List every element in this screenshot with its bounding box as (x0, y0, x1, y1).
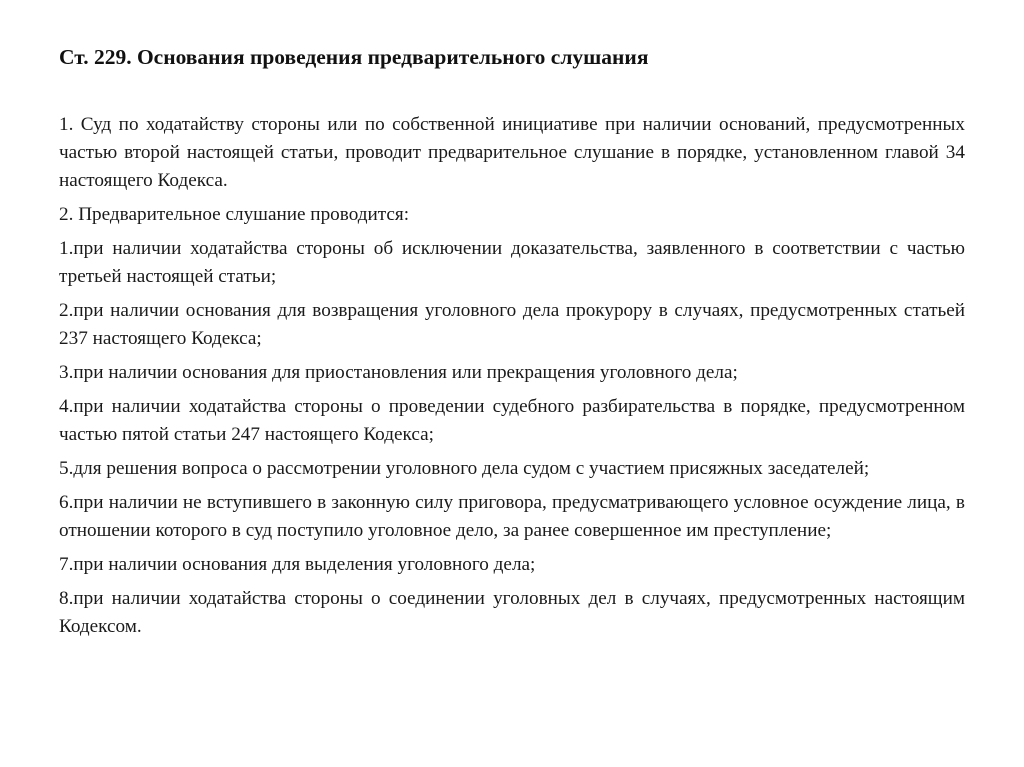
slide (59, 42, 965, 647)
list-item-5: 5.для решения вопроса о рассмотрении уголовного дела судом с участием присяжных заседателей; (59, 458, 870, 479)
page-title: Ст. 229. Основания проведения предварительного слушания (59, 45, 649, 69)
list-item-7: 7.при наличии основания для выделения уголовного дела; (59, 554, 536, 575)
paragraph-1: 1. Суд по ходатайству стороны или по собственной инициативе при наличии оснований, предусмотренных частью второй настоящей статьи, проводит предварительное слушание в порядке, установленном главой 34 настоящего Кодекса. (59, 114, 965, 191)
paragraph-2: 2. Предварительное слушание проводится: (59, 204, 410, 225)
list-item-6: 6.при наличии не вступившего в законную силу приговора, предусматривающего условное осуждение лица, в отношении которого в суд поступило уголовное дело, за ранее совершенное им преступление; (59, 492, 965, 541)
list-item-4: 4.при наличии ходатайства стороны о проведении судебного разбирательства в порядке, предусмотренном частью пятой статьи 247 настоящего Кодекса; (59, 396, 965, 445)
list-item-1: 1.при наличии ходатайства стороны об исключении доказательства, заявленного в соответствии с частью третьей настоящей статьи; (59, 238, 965, 287)
list-item-3: 3.при наличии основания для приостановления или прекращения уголовного дела; (59, 362, 738, 383)
list-item-8: 8.при наличии ходатайства стороны о соединении уголовных дел в случаях, предусмотренных настоящим Кодексом. (59, 588, 965, 637)
list-item-2: 2.при наличии основания для возвращения уголовного дела прокурору в случаях, предусмотренных статьей 237 настоящего Кодекса; (59, 300, 965, 349)
